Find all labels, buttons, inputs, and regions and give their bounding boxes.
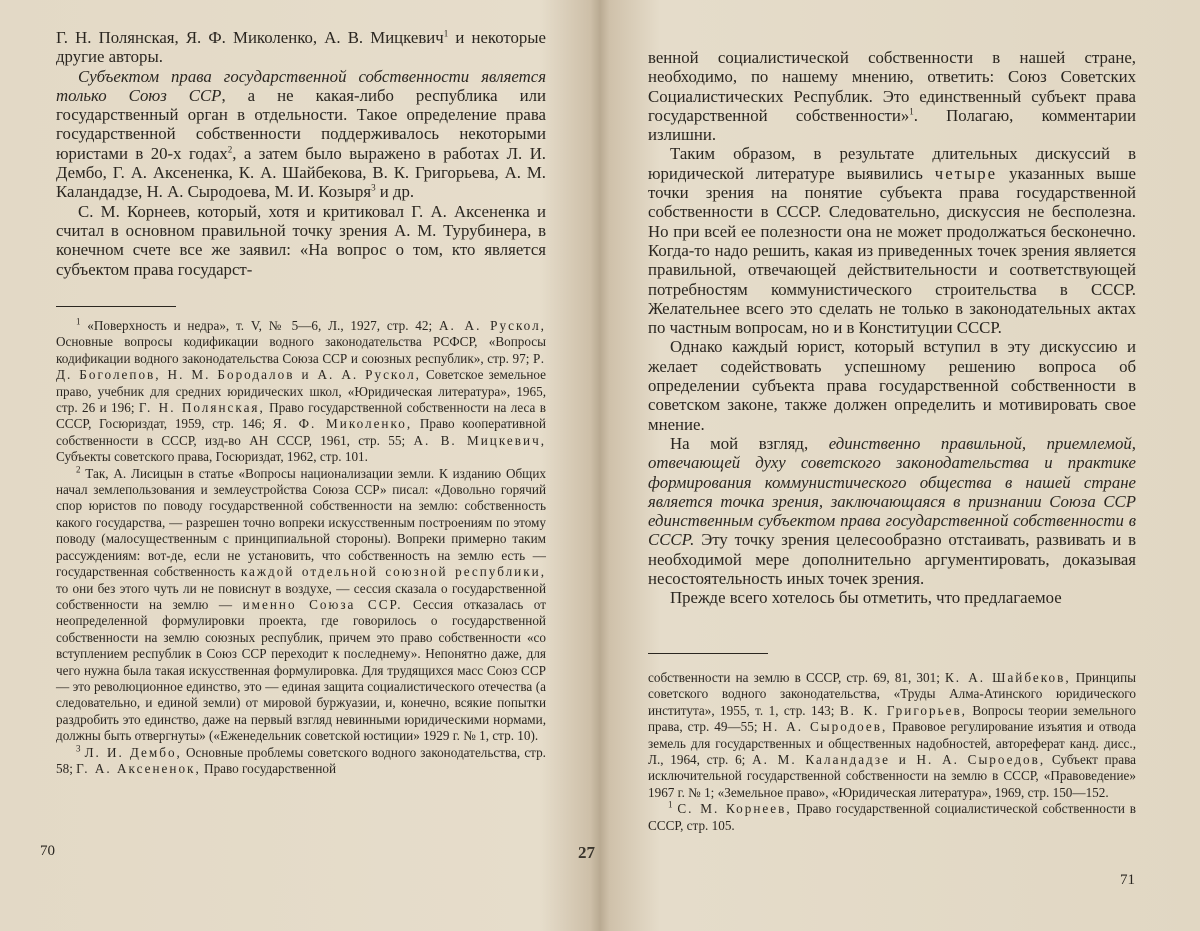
paragraph: С. М. Корнеев, который, хотя и критиковал Г. А. Аксененка и считал в основном правильной точку зрения А. М. Турубинера, в конечном счете все же заявил: «На вопрос о том, кто является субъектом права государст-: [56, 201, 546, 279]
paragraph: Прежде всего хотелось бы отметить, что предлагаемое: [670, 588, 1062, 608]
footnote: $^1$ «Поверхность и недра», т. V, № 5—6, Л., 1927, стр. 42; А. А. Рускол, Основные вопросы кодификации водного законодательства РСФСР, «Вопросы кодификации водного законодательства Союза ССР и союзных республик», стр. 97; Р. Д. Боголепов, Н. М. Бородалов и А. А. Рускол, Советское земельное право, учебник для средних юридических школ, «Юридическая литература», 1965, стр. 26 и 196; Г. Н. Полянская, Право государственной собственности на леса в СССР, Госюриздат, 1959, стр. 146; Я. Ф. Миколенко, Право кооперативной собственности в СССР, изд-во АН СССР, 1961, стр. 55; А. В. Мицкевич, Субъекты советского права, Госюриздат, 1962, стр. 101.: [56, 316, 546, 465]
footnote-ref: 2: [227, 144, 233, 155]
right-main-text: [648, 48, 1136, 608]
footnote-ref: 3: [371, 182, 376, 193]
page-number: 70: [40, 843, 55, 859]
footnote: $^1$ С. М. Корнеев, Право государственной социалистической собственности в СССР, стр. 105.: [648, 799, 1136, 833]
page-number: 71: [1120, 872, 1135, 888]
left-footnotes: [56, 318, 546, 777]
paragraph: На мой взгляд, единственно правильной, приемлемой, отвечающей духу советского законодательства и практике формирования коммунистического общества в нашей стране является точка зрения, заключающаяся в признании Союза ССР единственным субъектом права государственной собственности в СССР. Эту точку зрения целесообразно отстаивать, развивать и в необходимой мере дополнительно аргументировать, доказывая несостоятельность иных точек зрения.: [648, 433, 1136, 589]
footnote: $^3$ Л. И. Дембо, Основные проблемы советского водного законодательства, стр. 58; Г. А. Аксененок, Право государственной: [56, 743, 546, 776]
paragraph: венной социалистической собственности в нашей стране, необходимо, по нашему мнению, ответить: Союз Советских Социалистических Республик. Это единственный субъект права государственной собственности»$^1$. Полагаю, комментарии излишни.: [648, 48, 1136, 145]
paragraph: Субъектом права государственной собственности является только Союз ССР, а не какая-либо республика или государственный орган в отдельности. Такое определение права государственной собственности поддерживалось некоторыми юристами в 20-х годах$^2$, а затем было выражено в работах Л. И. Дембо, Г. А. Аксененка, К. А. Шайбекова, В. К. Григорьева, А. М. Каландадзе, Н. А. Сыродоева, М. И. Козыря$^3$ и др.: [56, 66, 547, 202]
right-footnotes: [648, 670, 1136, 834]
paragraph: Таким образом, в результате длительных дискуссий в юридической литературе выявились четыре указанных выше точки зрения на понятие субъекта права государственной собственности в СССР. Следовательно, дискуссия не бесполезна. Но при всей ее полезности она не может продолжаться бесконечно. Когда-то надо решить, какая из приведенных точек зрения является правильной, отвечающей действительности и соответствующей потребностям коммунистического строительства в СССР. Желательнее всего это сделать не только в законодательных актах по частным вопросам, но и в Конституции СССР.: [648, 144, 1136, 338]
footnote: собственности на землю в СССР, стр. 69, 81, 301; К. А. Шайбеков, Принципы советского водного законодательства, «Труды Алма-Атинского юридического института», 1955, т. 1, стр. 143; В. К. Григорьев, Вопросы теории земельного права, стр. 49—55; Н. А. Сыродоев, Правовое регулирование изъятия и отвода земель для государственных и общественных надобностей, автореферат канд. дисс., Л., 1964, стр. 6; А. М. Каландадзе и Н. А. Сыроедов, Субъект права исключительной государственной собственности на землю в СССР, «Правоведение» 1967 г. № 1; «Земельное право», «Юридическая литература», 1969, стр. 150—152.: [648, 670, 1137, 800]
footnote-ref: 1: [443, 28, 449, 39]
paragraph: Однако каждый юрист, который вступил в эту дискуссию и желает содействовать успешному решению вопроса об определении субъекта права государственной собственности в советском законе, также должен определить и мотивировать свое мнение.: [648, 337, 1136, 434]
footnote-rule: [648, 653, 768, 654]
footnote-rule: [56, 306, 176, 307]
footnote: $^2$ Так, А. Лисицын в статье «Вопросы национализации земли. К изданию Общих начал землепользования и землеустройства Союза ССР» писал: «Довольно горячий спор юристов по поводу государственной собственности на землю: собственность какого государства, — разрешен точно вопреки искусственным построениям по этому поводу (малосущественным с принципиальной стороны). Вопреки примерно таким рассуждениям: вот-де, если не установить, что собственность на землю есть — государственная собственность каждой отдельной союзной республики, то они без этого чуть ли не повиснут в воздухе, — сессия сказала о государственной собственности на землю — именно Союза ССР. Сессия отказалась от неопределенной формулировки проекта, где говорилось о государственной собственности на землю союзных республик, причем это право собственности «со вступлением республик в Союз ССР переходит к последнему». Непонятно даже, для чего нужна была такая искусственная формулировка. Для трудящихся масс Союз ССР — это революционное единство, это — единая защита социалистического отечества (а следовательно, и единой земли) от мировой буржуазии, и, конечно, всякие попытки раздробить это единство, даже на первый взгляд невинными юридическими нормами, должны быть отвергнуты» («Еженедельник советской юстиции» 1929 г. № 1, стр. 10).: [56, 464, 546, 744]
right-page: [600, 0, 1200, 931]
spine-mark: 27: [578, 843, 595, 862]
footnote-ref: 1: [909, 106, 914, 117]
paragraph: Г. Н. Полянская, Я. Ф. Миколенко, А. В. Мицкевич$^1$ и некоторые другие авторы.: [56, 28, 547, 67]
left-main-text: [56, 28, 546, 279]
